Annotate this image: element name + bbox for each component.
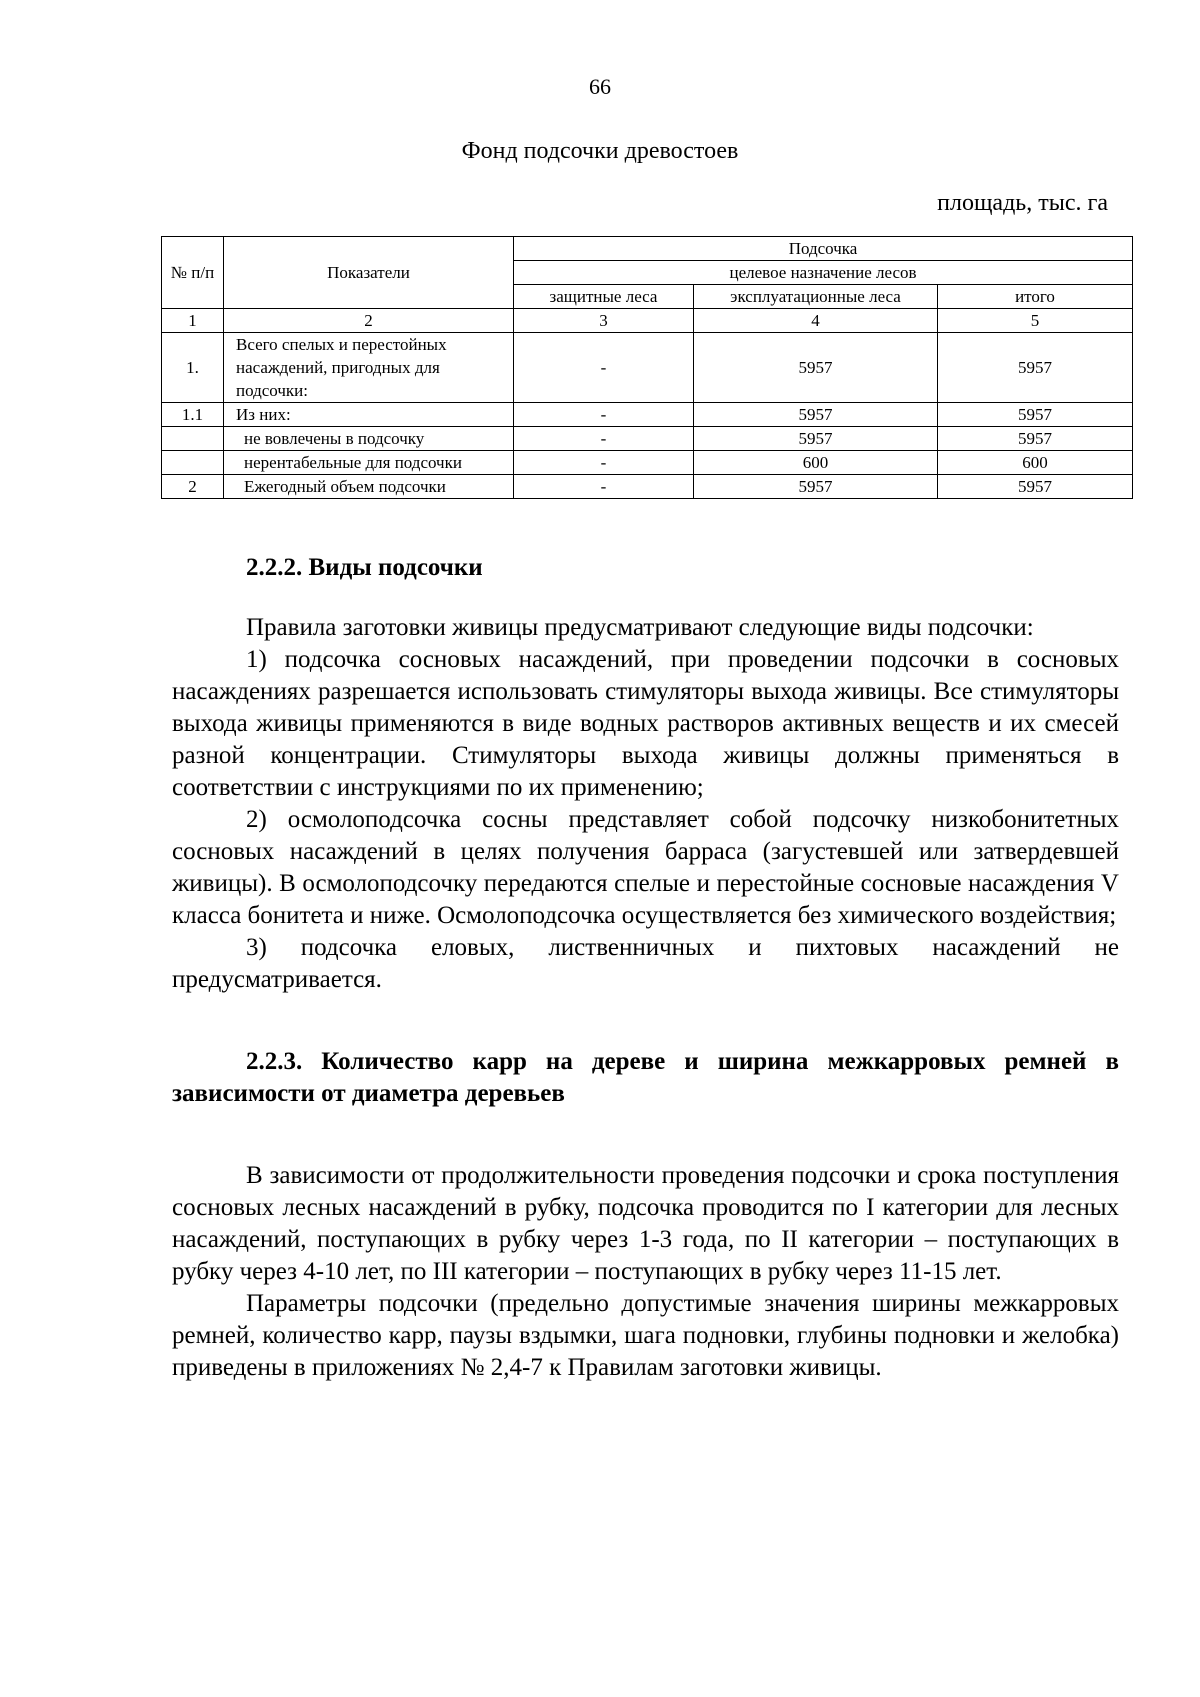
header-indicators: Показатели: [224, 237, 514, 309]
row-total: 600: [938, 451, 1133, 475]
row-num: [162, 427, 224, 451]
list-item: 1) подсочка сосновых насаждений, при проведении подсочки в сосновых насаждениях разрешается использовать стимуляторы выхода живицы. Все стимуляторы выхода живицы применяются в виде водных растворов активных веществ и их смесей разной концентрации. Стимуляторы выхода живицы должны применяться в соответствии с инструкциями по их применению;: [172, 646, 1119, 801]
tapping-fund-table: [161, 236, 1133, 499]
row-label: Всего спелых и перестойных насаждений, пригодных для подсочки:: [224, 333, 514, 403]
row-label: Из них:: [224, 403, 514, 427]
row-total: 5957: [938, 427, 1133, 451]
section-heading: 2.2.2. Виды подсочки: [246, 554, 483, 581]
table-row: [162, 427, 1133, 451]
row-protective: -: [514, 333, 694, 403]
header-protective: защитные леса: [514, 285, 694, 309]
table-row: [162, 451, 1133, 475]
list-item: 3) подсочка еловых, лиственничных и пихтовых насаждений не предусматривается.: [172, 934, 1119, 993]
header-tapping: Подсочка: [514, 237, 1133, 261]
row-exploitation: 600: [694, 451, 938, 475]
paragraph: В зависимости от продолжительности проведения подсочки и срока поступления сосновых лесных насаждений в рубку, подсочка проводится по I категории для лесных насаждений, поступающих в рубку через 1-3 года, по II категории – поступающих в рубку через 4-10 лет, по III категории – поступающих в рубку через 11-15 лет.: [172, 1162, 1119, 1285]
column-number: 5: [938, 309, 1133, 333]
table-header-row: [162, 237, 1133, 261]
document-body: [172, 552, 1119, 1384]
page-number: 66: [589, 74, 611, 99]
row-total: 5957: [938, 333, 1133, 403]
column-number-row: [162, 309, 1133, 333]
row-protective: -: [514, 427, 694, 451]
row-protective: -: [514, 403, 694, 427]
paragraph: Параметры подсочки (предельно допустимые значения ширины межкарровых ремней, количество карр, паузы вздымки, шага подновки, глубины подновки и желобка) приведены в приложениях № 2,4-7 к Правилам заготовки живицы.: [172, 1290, 1119, 1381]
table-unit: площадь, тыс. га: [937, 190, 1108, 216]
row-protective: -: [514, 475, 694, 499]
row-exploitation: 5957: [694, 475, 938, 499]
column-number: 1: [162, 309, 224, 333]
row-exploitation: 5957: [694, 333, 938, 403]
header-num: № п/п: [162, 237, 224, 309]
row-num: [162, 451, 224, 475]
column-number: 4: [694, 309, 938, 333]
column-number: 2: [224, 309, 514, 333]
row-num: 1.: [162, 333, 224, 403]
header-total: итого: [938, 285, 1133, 309]
row-label: нерентабельные для подсочки: [224, 451, 514, 475]
row-protective: -: [514, 451, 694, 475]
row-label: не вовлечены в подсочку: [224, 427, 514, 451]
table-row: [162, 475, 1133, 499]
paragraph: Правила заготовки живицы предусматривают следующие виды подсочки:: [246, 614, 1034, 641]
row-num: 2: [162, 475, 224, 499]
table-title: Фонд подсочки древостоев: [461, 138, 739, 164]
row-exploitation: 5957: [694, 403, 938, 427]
header-purpose: целевое назначение лесов: [514, 261, 1133, 285]
row-label: Ежегодный объем подсочки: [224, 475, 514, 499]
table-row: [162, 333, 1133, 403]
row-total: 5957: [938, 403, 1133, 427]
row-total: 5957: [938, 475, 1133, 499]
header-exploitation: эксплуатационные леса: [694, 285, 938, 309]
row-exploitation: 5957: [694, 427, 938, 451]
list-item: 2) осмолоподсочка сосны представляет собой подсочку низкобонитетных сосновых насаждений в целях получения барраса (загустевшей или затвердевшей живицы). В осмолоподсочку передаются спелые и перестойные сосновые насаждения V класса бонитета и ниже. Осмолоподсочка осуществляется без химического воздействия;: [172, 806, 1119, 929]
row-num: 1.1: [162, 403, 224, 427]
table-row: [162, 403, 1133, 427]
column-number: 3: [514, 309, 694, 333]
section-heading: 2.2.3. Количество карр на дереве и ширина межкарровых ремней в зависимости от диаметра деревьев: [172, 1048, 1119, 1107]
